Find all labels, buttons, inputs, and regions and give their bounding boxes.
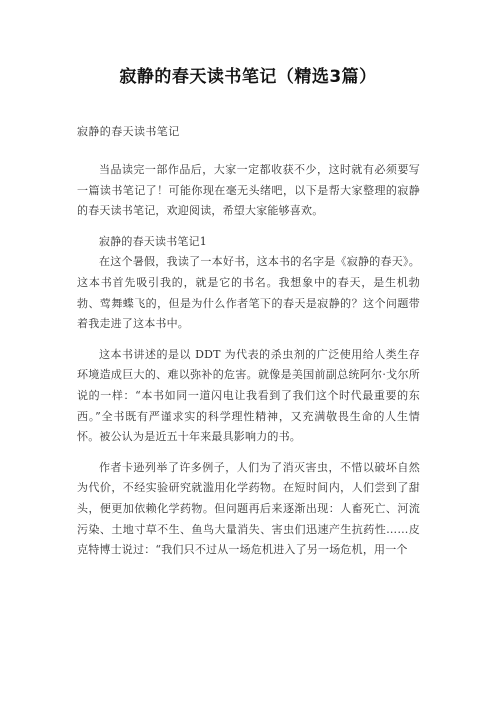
body-paragraph: 在这个暑假，我读了一本好书，这本书的名字是《寂静的春天》。这本书首先吸引我的，就是它的书名。我想象中的春天，是生机勃勃、莺舞蝶飞的，但是为什么作者笔下的春天是寂静的？这个问题带着我走进了这本书中。 (77, 255, 420, 331)
document-body (77, 160, 420, 561)
document-subtitle: 寂静的春天读书笔记 (77, 125, 180, 138)
intro-paragraph: 当品读完一部作品后，大家一定都收获不少，这时就有必须要写一篇读书笔记了！可能你现在毫无头绪吧，以下是帮大家整理的寂静的春天读书笔记，欢迎阅读，希望大家能够喜欢。 (77, 163, 420, 218)
body-paragraph: 这本书讲述的是以 DDT 为代表的杀虫剂的广泛使用给人类生存环境造成巨大的、难以弥补的危害。就像是美国前副总统阿尔·戈尔所说的一样：“本书如同一道闪电让我看到了我们这个时代最重要的东西。”全书既有严谨求实的科学理性精神，又充满敬畏生命的人生情怀。被公认为是近五十年来最具影响力的书。 (77, 347, 420, 444)
document-title: 寂静的春天读书笔记（精选3篇） (119, 67, 377, 87)
section-heading: 寂静的春天读书笔记1 (99, 234, 207, 248)
body-paragraph: 作者卡逊列举了许多例子，人们为了消灭害虫，不惜以破坏自然为代价，不经实验研究就滥用化学药物。在短时间内，人们尝到了甜头，便更加依赖化学药物。但问题再后来逐渐出现：人畜死亡、河流污染、土地寸草不生、鱼鸟大量消失、害虫们迅速产生抗药性……皮克特博士说过：“我们只不过从一场危机进入了另一场危机，用一个 (77, 460, 420, 557)
